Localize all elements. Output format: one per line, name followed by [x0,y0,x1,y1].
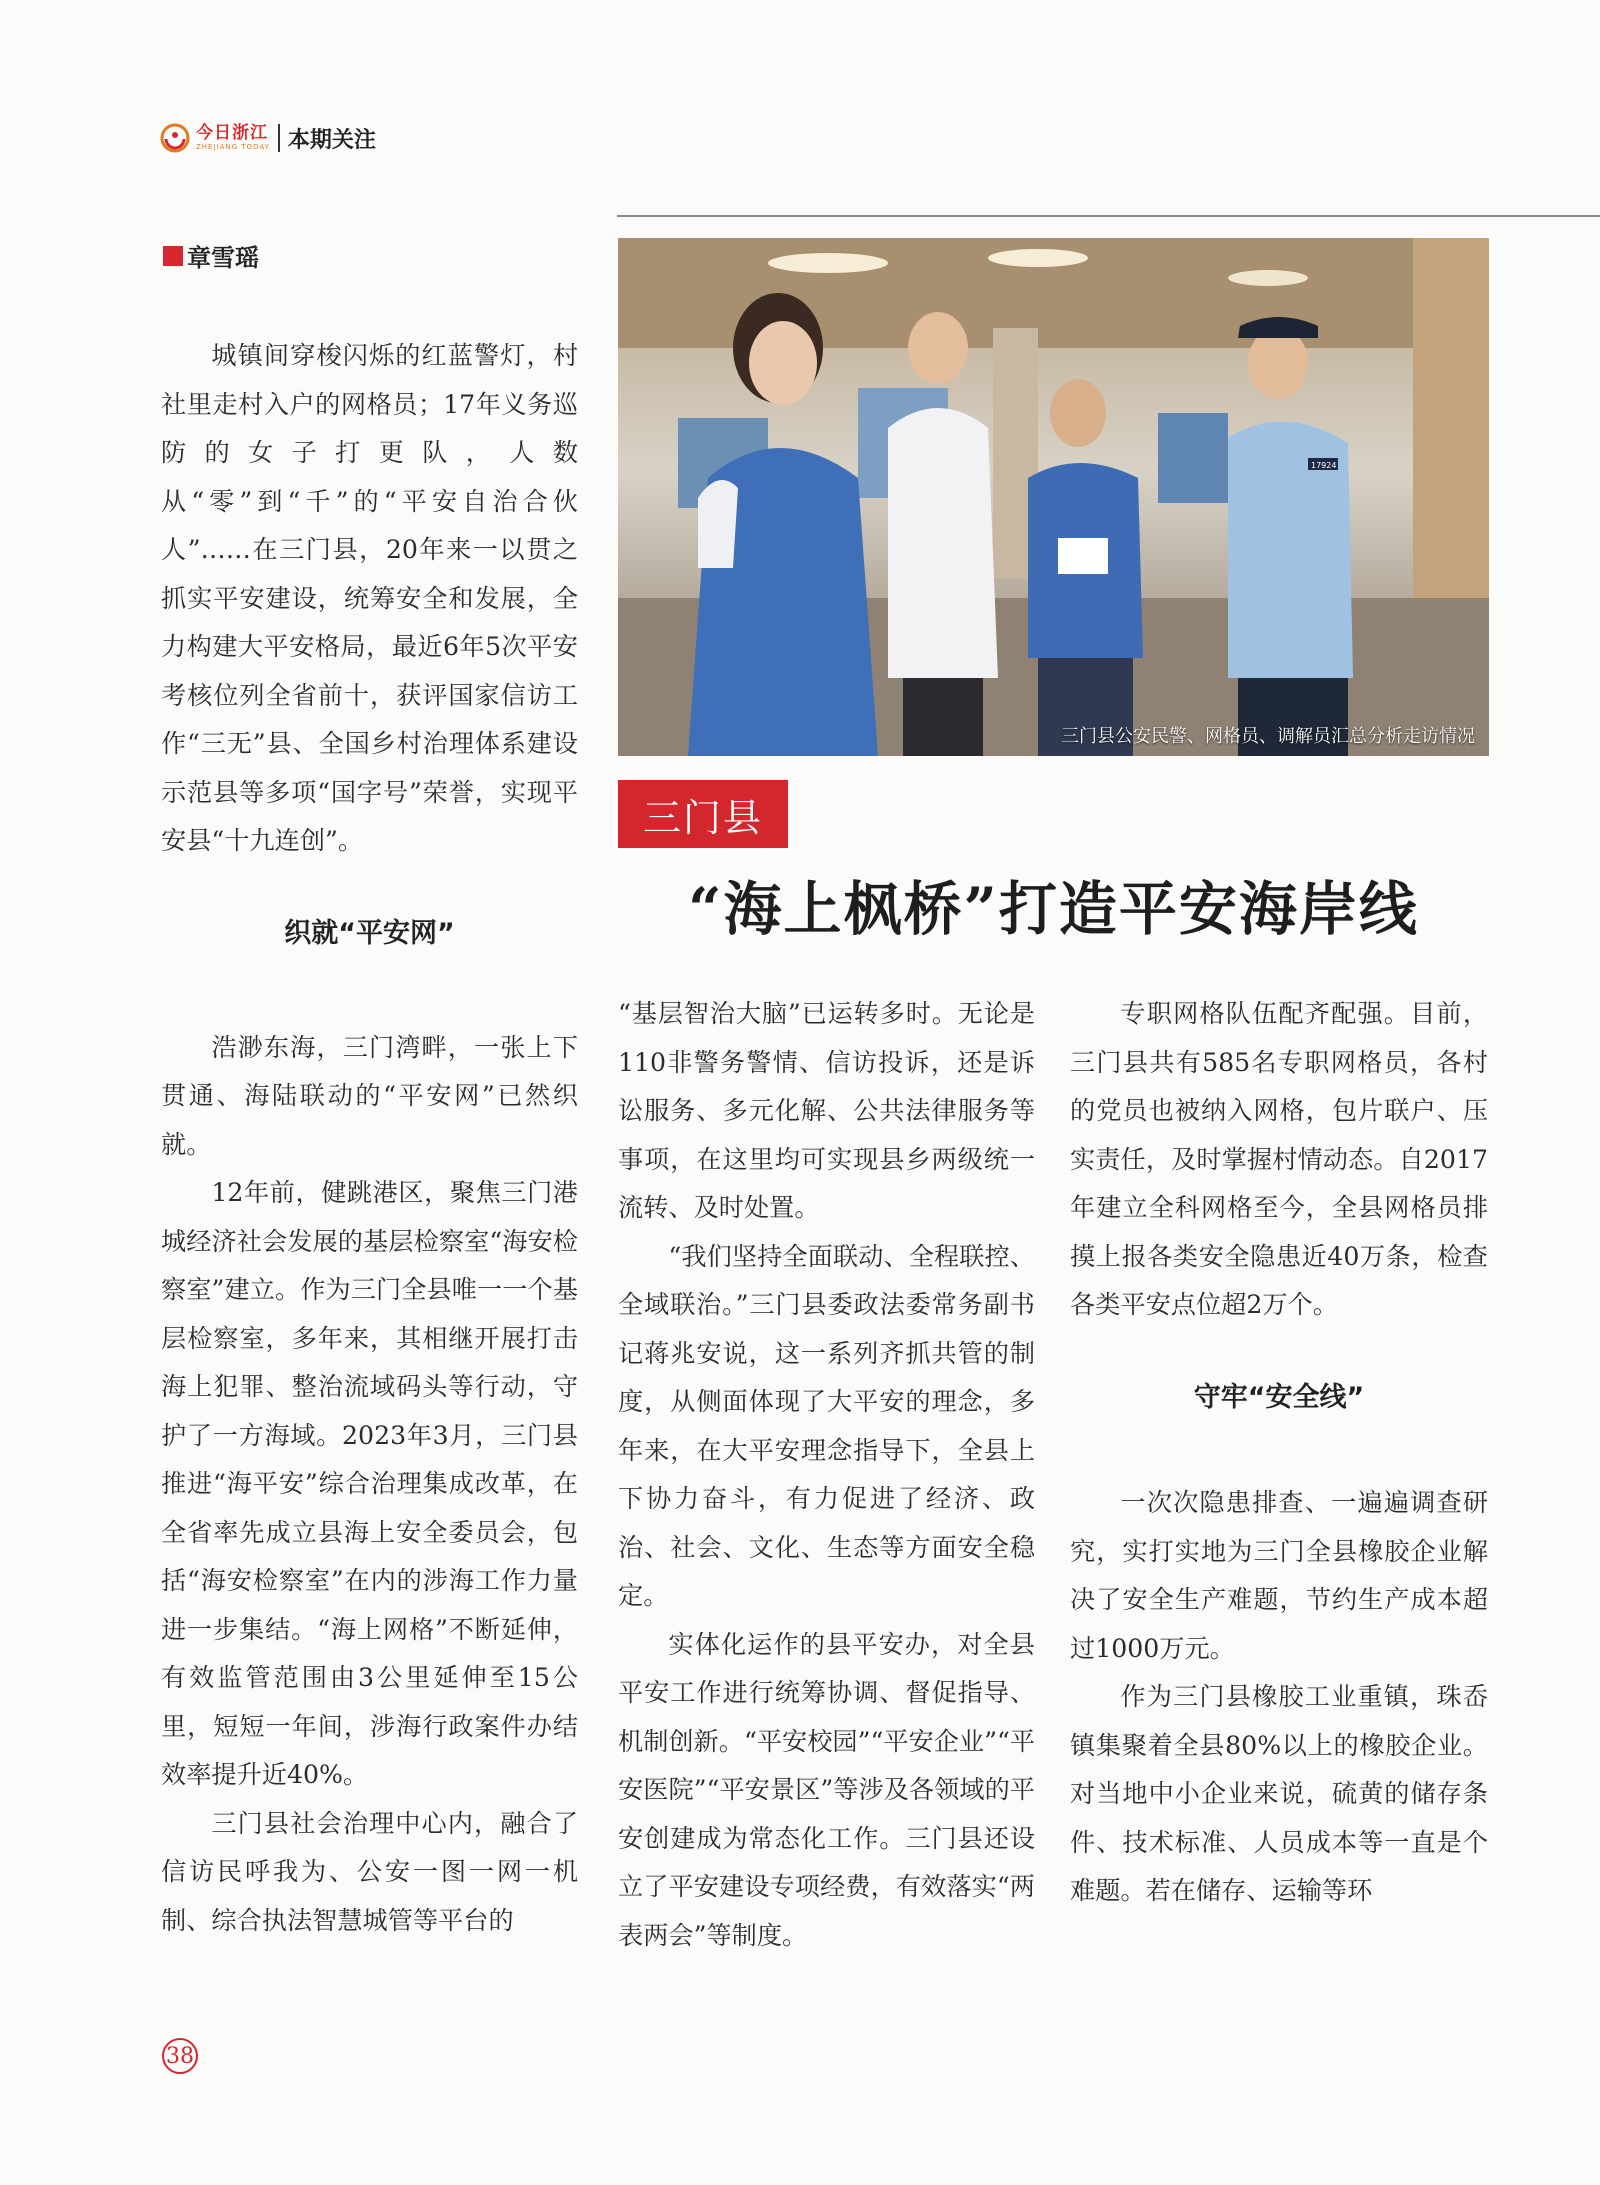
subheading-safety-line: 守牢“安全线” [1193,1381,1365,1413]
byline [163,238,259,273]
article-title: “海上枫桥”打造平安海岸线 [688,875,1419,943]
column-3-body [1070,990,1488,1916]
paragraph: 三门县社会治理中心内，融合了信访民呼我为、公安一图一网一机制、综合执法智慧城管等平台的 [161,1808,578,1935]
paragraph: 12年前，健跳港区，聚焦三门港城经济社会发展的基层检察室“海安检察室”建立。作为三门全县唯一一个基层检察室，多年来，其相继开展打击海上犯罪、整治流域码头等行动，守护了一方海域。2023年3月，三门县推进“海平安”综合治理集成改革，在全省率先成立县海上安全委员会，包括“海安检察室”在内的涉海工作力量进一步集结。“海上网格”不断延伸，有效监管范围由3公里延伸至15公里，短短一年间，涉海行政案件办结效率提升近40%。 [161,1178,578,1789]
top-rule-line [617,215,1600,217]
page-number: 38 [162,2038,198,2074]
police-badge-number: 17924 [1311,461,1337,470]
photo-caption: 三门县公安民警、网格员、调解员汇总分析走访情况 [1061,726,1475,747]
paragraph: 实体化运作的县平安办，对全县平安工作进行统筹协调、督促指导、机制创新。“平安校园”“平安企业”“平安医院”“平安景区”等涉及各领域的平安创建成为常态化工作。三门县还设立了平安建设专项经费，有效落实“两表两会”等制度。 [618,1629,1036,1950]
feature-photo [618,238,1489,756]
section-name: 本期关注 [287,127,376,153]
county-tag: 三门县 [618,780,788,848]
column-1-intro [161,332,578,866]
subheading-safety-net: 织就“平安网” [284,918,455,949]
paragraph: 浩渺东海，三门湾畔，一张上下贯通、海陆联动的“平安网”已然织就。 [161,1032,578,1159]
paragraph: 一次次隐患排查、一遍遍调查研究，实打实地为三门全县橡胶企业解决了安全生产难题，节约生产成本超过1000万元。 [1070,1488,1488,1663]
column-1-body [161,910,578,1945]
paragraph: 专职网格队伍配齐配强。目前，三门县共有585名专职网格员，各村的党员也被纳入网格，包片联户、压实责任，及时掌握村情动态。自2017年建立全科网格至今，全县网格员排摸上报各类安全隐患近40万条，检查各类平安点位超2万个。 [1070,999,1488,1319]
logo-emblem-icon [160,123,190,153]
page-header [160,118,376,158]
photo-illustration [618,238,1489,756]
logo-chinese: 今日浙江 [196,123,268,143]
magazine-logo [160,123,270,153]
paragraph: “基层智治大脑”已运转多时。无论是110非警务警情、信访投诉，还是诉讼服务、多元化解、公共法律服务等事项，在这里均可实现县乡两级统一流转、及时处置。 [618,999,1035,1222]
header-divider [278,124,280,152]
paragraph: “我们坚持全面联动、全程联控、全域联治。”三门县委政法委常务副书记蒋兆安说，这一系列齐抓共管的制度，从侧面体现了大平安的理念，多年来，在大平安理念指导下，全县上下协力奋斗，有力促进了经济、政治、社会、文化、生态等方面安全稳定。 [618,1241,1035,1610]
logo-english: ZHEJIANG TODAY [196,143,270,151]
column-2-body [618,990,1035,1960]
paragraph: 作为三门县橡胶工业重镇，珠岙镇集聚着全县80%以上的橡胶企业。对当地中小企业来说，硫黄的储存条件、技术标准、人员成本等一直是个难题。若在储存、运输等环 [1070,1682,1488,1905]
byline-square-icon [163,246,183,266]
paragraph: 城镇间穿梭闪烁的红蓝警灯，村社里走村入户的网格员；17年义务巡防的女子打更队，人数从“零”到“千”的“平安自治合伙人”……在三门县，20年来一以贯之抓实平安建设，统筹安全和发展，全力构建大平安格局，最近6年5次平安考核位列全省前十，获评国家信访工作“三无”县、全国乡村治理体系建设示范县等多项“国字号”荣誉，实现平安县“十九连创”。 [161,341,578,855]
author-name: 章雪瑶 [187,244,259,272]
